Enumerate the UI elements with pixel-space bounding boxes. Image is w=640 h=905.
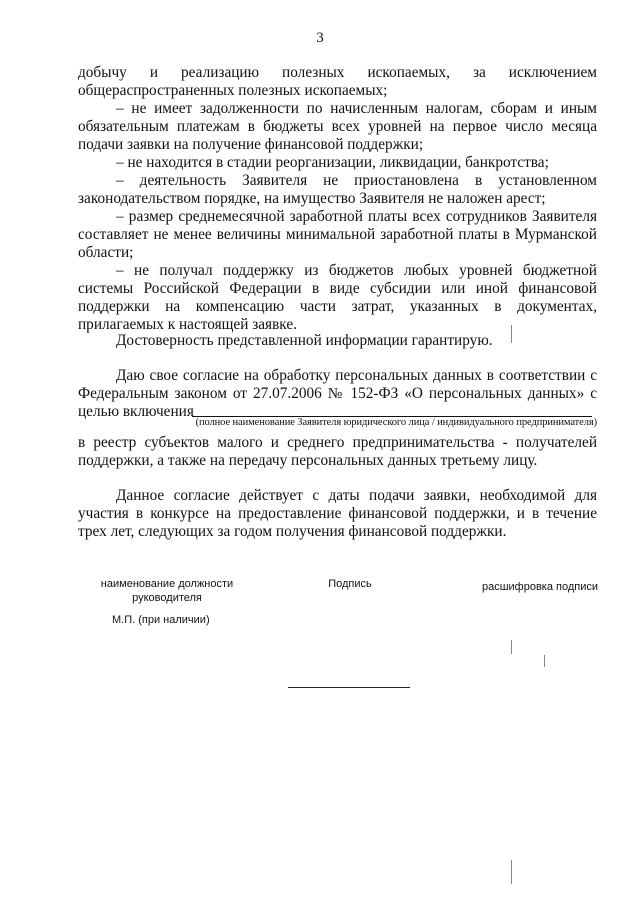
signature-label: Подпись <box>328 578 372 590</box>
consent-paragraph: Даю свое согласие на обработку персональных данных в соответствии с Федеральным законом от 27.07.2006 № 152-ФЗ «О персональных данных» с целью включения <box>78 367 597 420</box>
scan-artifact <box>544 655 545 667</box>
position-label: наименование должности руководителя <box>100 578 234 604</box>
paragraph-salary: – размер среднемесячной заработной платы всех сотрудников Заявителя составляет не менее величины минимальной заработной платы в Мурманской области; <box>78 208 597 261</box>
validity-paragraph: Данное согласие действует с даты подачи заявки, необходимой для участия в конкурсе на предоставление финансовой поддержки, и в течение трех лет, следующих за годом получения финансовой поддержки. <box>78 487 597 540</box>
page-number: 3 <box>316 30 324 46</box>
scan-artifact <box>511 325 512 343</box>
stamp-label: М.П. (при наличии) <box>112 614 210 626</box>
paragraph-guarantee: Достоверность представленной информации гарантирую. <box>116 332 493 349</box>
consent-continuation: в реестр субъектов малого и среднего предпринимательства - получателей поддержки, а также на передачу персональных данных третьему лицу. <box>78 434 597 469</box>
applicant-name-caption: (полное наименование Заявителя юридического лица / индивидуального предпринимателя) <box>195 417 597 428</box>
signature-line <box>288 687 410 688</box>
paragraph-no-reorganization: – не находится в стадии реорганизации, ликвидации, банкротства; <box>116 154 549 171</box>
scan-artifact <box>511 860 512 884</box>
paragraph-no-debt: – не имеет задолженности по начисленным налогам, сборам и иным обязательным платежам в бюджеты всех уровней на первое число месяца подачи заявки на получение финансовой поддержки; <box>78 100 597 153</box>
paragraph-mining: добычу и реализацию полезных ископаемых, за исключением общераспространенных полезных ископаемых; <box>78 64 597 99</box>
scan-artifact <box>511 640 512 654</box>
signature-decode-label: расшифровка подписи <box>481 581 599 593</box>
paragraph-not-suspended: – деятельность Заявителя не приостановлена в установленном законодательством порядке, на имущество Заявителя не наложен арест; <box>78 172 597 207</box>
paragraph-no-support: – не получал поддержку из бюджетов любых уровней бюджетной системы Российской Федерации в виде субсидии или иной финансовой поддержки на компенсацию части затрат, указанных в документах, прилагаемых к настоящей заявке. <box>78 262 597 333</box>
